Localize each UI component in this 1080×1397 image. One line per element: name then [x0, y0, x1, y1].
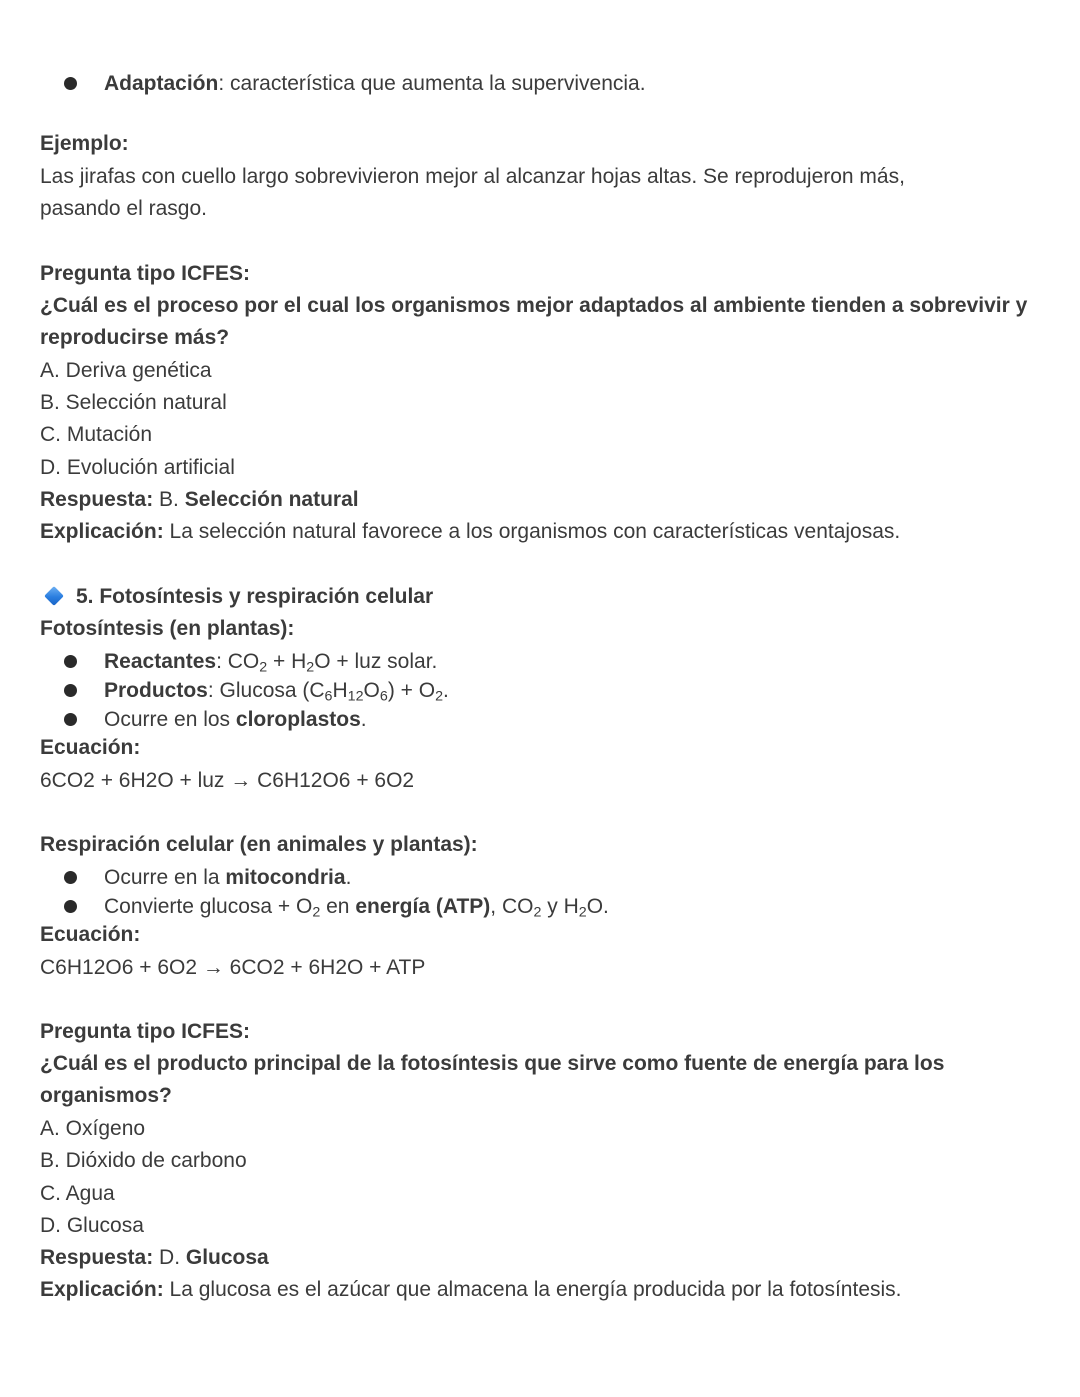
location-item: Ocurre en los cloroplastos. [104, 708, 367, 731]
q1-explanation: Explicación: La selección natural favorece a los organismos con características ventajosas. [40, 520, 901, 543]
mitochondria-item: Ocurre en la mitocondria. [104, 866, 352, 889]
photosynthesis-equation-label: Ecuación: [40, 736, 141, 759]
q1-option-d: D. Evolución artificial [40, 456, 235, 479]
q1-option-a: A. Deriva genética [40, 359, 212, 382]
conversion-item: Convierte $glucosa + O_2$ en energía (ATP), $CO_2$ y $H_2O$. [104, 895, 609, 921]
q2-label: Pregunta tipo ICFES: [40, 1020, 250, 1043]
q1-answer: Respuesta: B. Selección natural [40, 488, 359, 511]
respiration-equation-label: Ecuación: [40, 923, 141, 946]
bullet-dot [64, 900, 77, 913]
respiration-equation: C6H12O6 + 6O2 → 6CO2 + 6H2O + ATP [40, 956, 426, 979]
photosynthesis-label: Fotosíntesis (en plantas): [40, 617, 295, 640]
blue-diamond-icon [44, 586, 64, 606]
bullet-dot [64, 684, 77, 697]
q2-question: ¿Cuál es el producto principal de la fotosíntesis que sirve como fuente de energía para los organismos? [40, 1052, 945, 1107]
photosynthesis-equation: 6CO2 + 6H2O + luz → C6H12O6 + 6O2 [40, 769, 415, 792]
example-label: Ejemplo: [40, 132, 129, 155]
bullet-dot [64, 871, 77, 884]
adaptation-item: Adaptación: característica que aumenta la supervivencia. [104, 72, 646, 95]
q2-option-d: D. Glucosa [40, 1214, 144, 1237]
bullet-dot [64, 77, 77, 90]
q1-question: ¿Cuál es el proceso por el cual los organismos mejor adaptados al ambiente tienden a sobrevivir y reproducirse más? [40, 294, 1028, 349]
q1-option-c: C. Mutación [40, 423, 153, 446]
q2-option-c: C. Agua [40, 1182, 115, 1205]
q1-option-b: B. Selección natural [40, 391, 227, 414]
reactants-item: Reactantes: $CO_2 + H_2O$ + luz solar. [104, 650, 438, 676]
q1-label: Pregunta tipo ICFES: [40, 262, 250, 285]
example-text: Las jirafas con cuello largo sobrevivieron mejor al alcanzar hojas altas. Se reprodujeron más, pasando el rasgo. [40, 165, 905, 220]
bullet-dot [64, 655, 77, 668]
q2-explanation: Explicación: La glucosa es el azúcar que almacena la energía producida por la fotosíntesis. [40, 1278, 902, 1301]
products-item: Productos: Glucosa $(C_6H_{12}O_6) + O_2$. [104, 679, 449, 705]
section-heading: 5. Fotosíntesis y respiración celular [76, 585, 434, 608]
q2-option-b: B. Dióxido de carbono [40, 1149, 247, 1172]
bullet-dot [64, 713, 77, 726]
q2-answer: Respuesta: D. Glucosa [40, 1246, 269, 1269]
respiration-label: Respiración celular (en animales y plantas): [40, 833, 478, 856]
q2-option-a: A. Oxígeno [40, 1117, 146, 1140]
